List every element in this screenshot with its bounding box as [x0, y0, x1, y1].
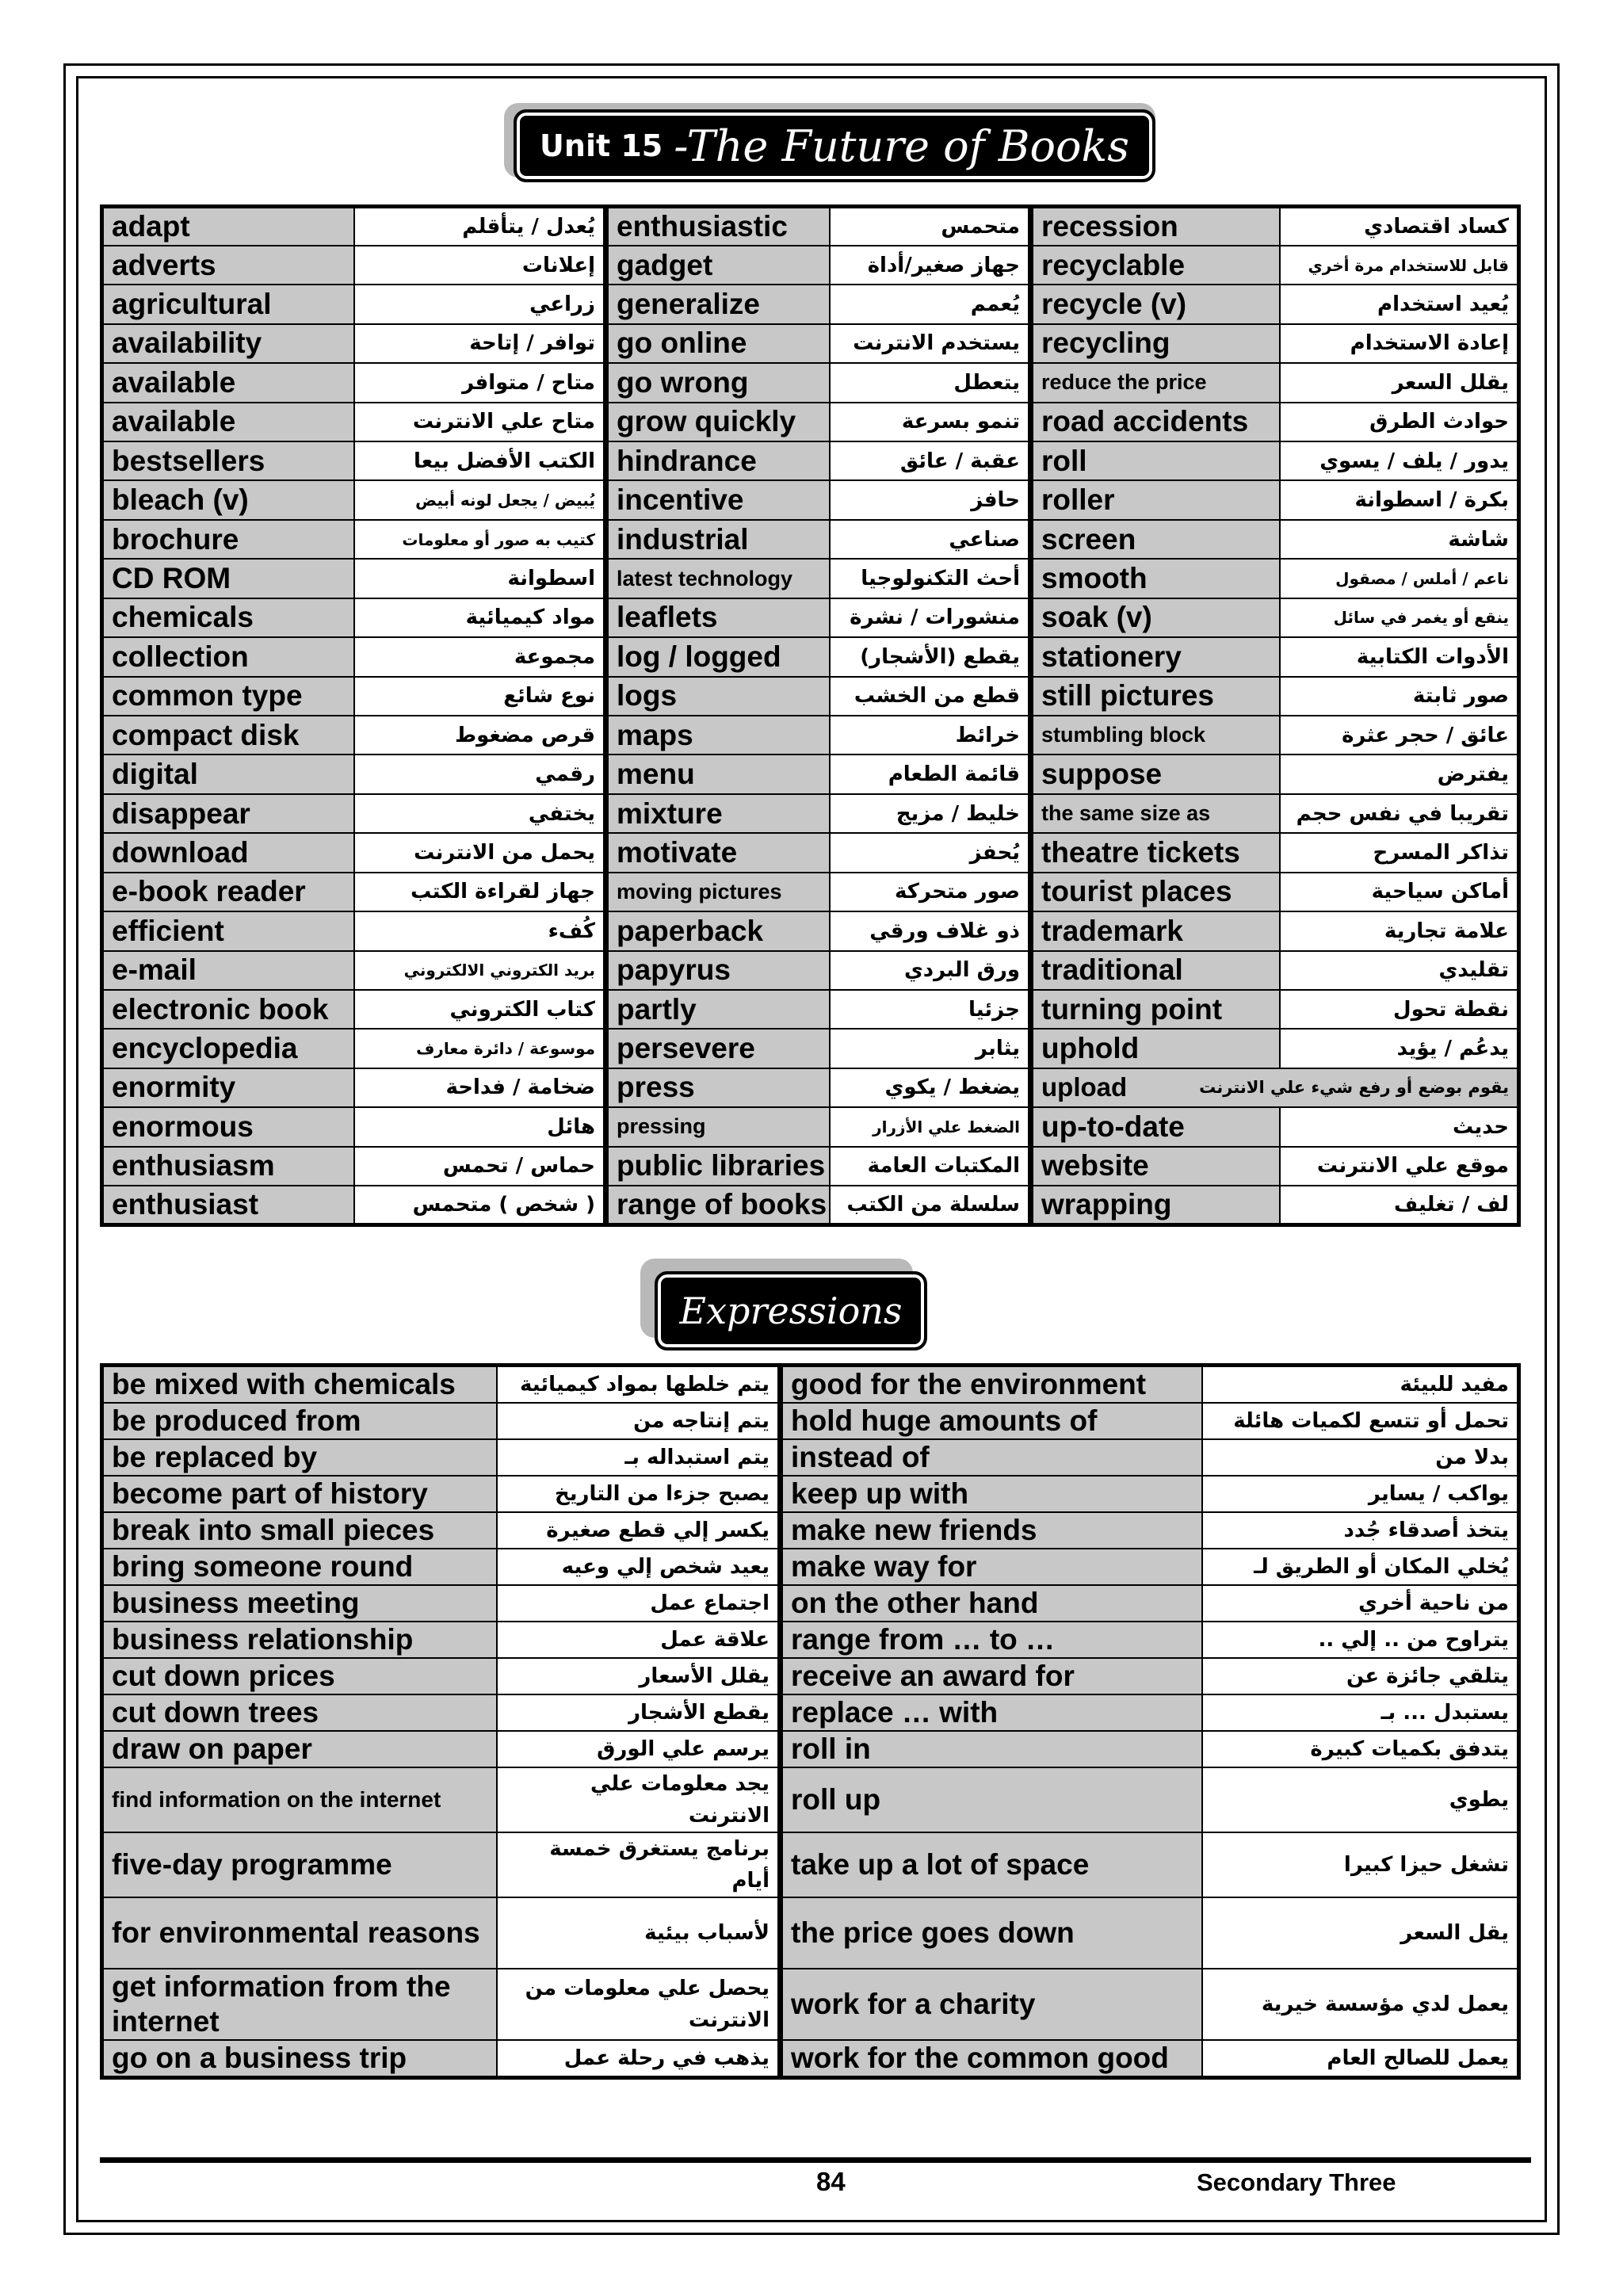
vocab-word: agricultural [102, 285, 354, 323]
vocab-translation: يحمل من الانترنت [354, 833, 606, 872]
vocab-translation: ضخامة / فداحة [354, 1068, 606, 1107]
expression-row [102, 1622, 1519, 1658]
vocab-word: still pictures [1031, 677, 1280, 716]
vocab-word: moving pictures [606, 873, 830, 911]
vocab-row [102, 324, 1519, 363]
expression-translation: يتخذ أصدقاء جُدد [1202, 1512, 1519, 1549]
vocab-translation: ذو غلاف ورقي [830, 911, 1031, 950]
vocab-translation: كُفء [354, 911, 606, 950]
vocab-word: compact disk [102, 716, 354, 755]
vocab-translation: الأدوات الكتابية [1280, 637, 1519, 676]
expression-row [102, 1512, 1519, 1549]
vocab-word: brochure [102, 520, 354, 559]
vocab-translation: زراعي [354, 285, 606, 323]
vocab-row [102, 951, 1519, 990]
vocab-row [102, 911, 1519, 950]
vocab-translation: يُعمم [830, 285, 1031, 323]
unit-title: -The Future of Books [674, 120, 1129, 171]
vocab-translation: يتعطل [830, 363, 1031, 402]
unit-title-banner [514, 109, 1155, 182]
vocab-translation: نقطة تحول [1280, 990, 1519, 1029]
expression-translation: يواكب / يساير [1202, 1476, 1519, 1512]
vocab-row [102, 637, 1519, 676]
vocab-translation: صور ثابتة [1280, 677, 1519, 716]
vocab-word: traditional [1031, 951, 1280, 990]
vocab-word: recycling [1031, 324, 1280, 363]
vocab-word: theatre tickets [1031, 833, 1280, 872]
vocab-word: disappear [102, 794, 354, 833]
expression-phrase: make new friends [781, 1512, 1202, 1549]
vocab-translation: كساد اقتصادي [1280, 207, 1519, 246]
expression-row [102, 1969, 1519, 2040]
vocab-word: upload [1041, 1072, 1128, 1102]
vocab-translation: حافز [830, 480, 1031, 519]
vocab-translation: هائل [354, 1107, 606, 1146]
expression-translation: من ناحية أخري [1202, 1585, 1519, 1622]
expression-phrase: business meeting [102, 1585, 497, 1622]
expression-translation: مفيد للبيئة [1202, 1366, 1519, 1404]
page-number: 84 [816, 2167, 846, 2196]
vocab-word: soak (v) [1031, 598, 1280, 637]
vocab-row [102, 363, 1519, 402]
expression-translation: يستبدل ... بـ [1202, 1694, 1519, 1731]
vocabulary-table [100, 204, 1521, 1227]
vocab-word: motivate [606, 833, 830, 872]
vocab-word: latest technology [606, 559, 830, 598]
vocab-word: screen [1031, 520, 1280, 559]
expression-row [102, 1585, 1519, 1622]
vocab-row [102, 1107, 1519, 1146]
vocab-row [102, 873, 1519, 911]
vocab-word: public libraries [606, 1147, 830, 1186]
vocab-translation: يدور / يلف / يسوي [1280, 441, 1519, 480]
expression-translation: يتدفق بكميات كبيرة [1202, 1731, 1519, 1767]
vocab-word: CD ROM [102, 559, 354, 598]
vocab-word: range of books [606, 1186, 830, 1224]
expression-phrase: hold huge amounts of [781, 1403, 1202, 1439]
vocab-word: suppose [1031, 755, 1280, 793]
vocab-word: wrapping [1031, 1186, 1280, 1224]
vocab-row [102, 833, 1519, 872]
vocab-translation: تنمو بسرعة [830, 403, 1031, 441]
vocab-word: electronic book [102, 990, 354, 1029]
expression-row [102, 1694, 1519, 1731]
vocab-word: adverts [102, 246, 354, 285]
expression-translation: بدلا من [1202, 1439, 1519, 1476]
vocab-word: available [102, 363, 354, 402]
vocab-translation: قائمة الطعام [830, 755, 1031, 793]
expression-translation: يتم خلطها بمواد كيميائية [497, 1366, 781, 1404]
expression-translation: يجد معلومات علي الانترنت [497, 1767, 781, 1832]
vocab-translation: عائق / حجر عثرة [1280, 716, 1519, 755]
vocab-translation: ينقع أو يغمر في سائل [1280, 598, 1519, 637]
vocab-word: maps [606, 716, 830, 755]
expression-translation: علاقة عمل [497, 1622, 781, 1658]
vocab-translation: صناعي [830, 520, 1031, 559]
vocab-row [102, 794, 1519, 833]
vocab-word: gadget [606, 246, 830, 285]
vocab-merged-cell [1031, 1068, 1519, 1107]
vocab-translation: متاح / متوافر [354, 363, 606, 402]
vocab-word: recyclable [1031, 246, 1280, 285]
expression-translation: تحمل أو تتسع لكميات هائلة [1202, 1403, 1519, 1439]
expression-phrase: bring someone round [102, 1549, 497, 1585]
vocab-row [102, 559, 1519, 598]
vocab-row [102, 1186, 1519, 1224]
expression-phrase: for environmental reasons [102, 1897, 497, 1969]
vocab-row [102, 677, 1519, 716]
vocab-word: generalize [606, 285, 830, 323]
vocab-row [102, 716, 1519, 755]
vocab-word: turning point [1031, 990, 1280, 1029]
expression-row [102, 1549, 1519, 1585]
expression-phrase: make way for [781, 1549, 1202, 1585]
vocab-word: incentive [606, 480, 830, 519]
vocab-translation: يُحفز [830, 833, 1031, 872]
vocab-word: up-to-date [1031, 1107, 1280, 1146]
vocab-word: leaflets [606, 598, 830, 637]
vocab-translation: تقليدي [1280, 951, 1519, 990]
expressions-table [100, 1363, 1521, 2080]
vocab-word: e-book reader [102, 873, 354, 911]
vocab-translation: جهاز صغير/أداة [830, 246, 1031, 285]
expression-phrase: become part of history [102, 1476, 497, 1512]
vocab-row [102, 598, 1519, 637]
vocab-word: enormity [102, 1068, 354, 1107]
expression-translation: يقل السعر [1202, 1897, 1519, 1969]
vocab-word: available [102, 403, 354, 441]
vocab-translation: كتيب به صور أو معلومات [354, 520, 606, 559]
vocab-translation: موقع علي الانترنت [1280, 1147, 1519, 1186]
vocab-word: recycle (v) [1031, 285, 1280, 323]
footer-rule [100, 2157, 1531, 2163]
expression-row [102, 1658, 1519, 1694]
vocab-translation: أحث التكنولوجيا [830, 559, 1031, 598]
vocab-translation: حماس / تحمس [354, 1147, 606, 1186]
vocab-word: road accidents [1031, 403, 1280, 441]
vocab-word: go online [606, 324, 830, 363]
expression-translation: يحصل علي معلومات من الانترنت [497, 1969, 781, 2040]
vocab-translation: موسوعة / دائرة معارف [354, 1029, 606, 1068]
vocab-translation: يقطع (الأشجار) [830, 637, 1031, 676]
expression-row [102, 1476, 1519, 1512]
vocab-translation: مجموعة [354, 637, 606, 676]
expression-phrase: range from … to … [781, 1622, 1202, 1658]
vocab-translation: قطع من الخشب [830, 677, 1031, 716]
vocab-translation: يُبيض / يجعل لونه أبيض [354, 480, 606, 519]
expression-translation: اجتماع عمل [497, 1585, 781, 1622]
vocab-row [102, 755, 1519, 793]
vocab-translation: تذاكر المسرح [1280, 833, 1519, 872]
unit-label: Unit 15 [540, 128, 663, 163]
vocab-translation: يقلل السعر [1280, 363, 1519, 402]
expression-phrase: receive an award for [781, 1658, 1202, 1694]
vocab-word: website [1031, 1147, 1280, 1186]
vocab-row [102, 207, 1519, 246]
expression-translation: يتم استبداله بـ [497, 1439, 781, 1476]
vocab-word: menu [606, 755, 830, 793]
vocab-translation: متاح علي الانترنت [354, 403, 606, 441]
vocab-translation: خليط / مزيج [830, 794, 1031, 833]
vocab-word: press [606, 1068, 830, 1107]
expression-translation: يصبح جزءا من التاريخ [497, 1476, 781, 1512]
vocab-word: tourist places [1031, 873, 1280, 911]
vocab-word: enthusiasm [102, 1147, 354, 1186]
vocab-translation: اسطوانة [354, 559, 606, 598]
vocab-translation: يقوم بوضع أو رفع شيء علي الانترنت [1199, 1078, 1509, 1098]
vocab-translation: كتاب الكتروني [354, 990, 606, 1029]
vocab-word: logs [606, 677, 830, 716]
expression-phrase: roll in [781, 1731, 1202, 1767]
vocab-translation: أماكن سياحية [1280, 873, 1519, 911]
expression-translation: لأسباب بيئية [497, 1897, 781, 1969]
vocab-word: efficient [102, 911, 354, 950]
expression-phrase: replace … with [781, 1694, 1202, 1731]
vocab-translation: قرص مضغوط [354, 716, 606, 755]
vocab-translation: يستخدم الانترنت [830, 324, 1031, 363]
vocab-translation: يختفي [354, 794, 606, 833]
vocab-word: paperback [606, 911, 830, 950]
vocab-word: enormous [102, 1107, 354, 1146]
vocab-word: bleach (v) [102, 480, 354, 519]
vocab-word: recession [1031, 207, 1280, 246]
vocab-translation: إعلانات [354, 246, 606, 285]
vocab-row [102, 480, 1519, 519]
vocab-translation: ناعم / أملس / مصقول [1280, 559, 1519, 598]
vocab-word: common type [102, 677, 354, 716]
vocab-translation: لف / تغليف [1280, 1186, 1519, 1224]
expression-translation: يعمل للصالح العام [1202, 2040, 1519, 2078]
vocab-translation: حوادث الطرق [1280, 403, 1519, 441]
expression-translation: يذهب في رحلة عمل [497, 2040, 781, 2078]
vocab-word: mixture [606, 794, 830, 833]
vocab-translation: المكتبات العامة [830, 1147, 1031, 1186]
vocab-translation: شاشة [1280, 520, 1519, 559]
vocab-row [102, 1029, 1519, 1068]
expression-row [102, 1832, 1519, 1897]
expression-phrase: work for a charity [781, 1969, 1202, 2040]
vocab-word: industrial [606, 520, 830, 559]
expression-phrase: get information from the internet [102, 1969, 497, 2040]
vocab-row [102, 246, 1519, 285]
expression-phrase: cut down trees [102, 1694, 497, 1731]
vocab-row [102, 1147, 1519, 1186]
expression-row [102, 1731, 1519, 1767]
vocab-word: partly [606, 990, 830, 1029]
expression-translation: يكسر إلي قطع صغيرة [497, 1512, 781, 1549]
vocab-word: roller [1031, 480, 1280, 519]
vocab-translation: رقمي [354, 755, 606, 793]
expression-row [102, 1403, 1519, 1439]
expression-phrase: keep up with [781, 1476, 1202, 1512]
vocab-word: persevere [606, 1029, 830, 1068]
vocab-translation: يُعيد استخدام [1280, 285, 1519, 323]
vocab-word: stationery [1031, 637, 1280, 676]
expression-translation: يقطع الأشجار [497, 1694, 781, 1731]
expression-translation: يعيد شخص إلي وعيه [497, 1549, 781, 1585]
expression-phrase: cut down prices [102, 1658, 497, 1694]
vocab-word: trademark [1031, 911, 1280, 950]
footer-label: Secondary Three [1197, 2168, 1396, 2196]
vocab-translation: بريد الكتروني الالكتروني [354, 951, 606, 990]
expression-translation: يتم إنتاجه من [497, 1403, 781, 1439]
vocab-word: smooth [1031, 559, 1280, 598]
vocab-word: hindrance [606, 441, 830, 480]
vocab-translation: ورق البردي [830, 951, 1031, 990]
vocab-translation: يضغط / يكوي [830, 1068, 1031, 1107]
expression-translation: يطوي [1202, 1767, 1519, 1832]
expression-translation: يعمل لدي مؤسسة خيرية [1202, 1969, 1519, 2040]
vocab-translation: يُعدل / يتأقلم [354, 207, 606, 246]
vocab-translation: متحمس [830, 207, 1031, 246]
vocab-word: availability [102, 324, 354, 363]
vocab-translation: الكتب الأفضل بيعا [354, 441, 606, 480]
expression-row [102, 1439, 1519, 1476]
expression-translation: تشغل حيزا كبيرا [1202, 1832, 1519, 1897]
vocab-row [102, 1068, 1519, 1107]
vocab-translation: عقبة / عائق [830, 441, 1031, 480]
vocab-translation: الضغط علي الأزرار [830, 1107, 1031, 1146]
vocab-word: bestsellers [102, 441, 354, 480]
expression-phrase: good for the environment [781, 1366, 1202, 1404]
vocab-row [102, 403, 1519, 441]
vocab-word: collection [102, 637, 354, 676]
vocab-translation: نوع شائع [354, 677, 606, 716]
expression-translation: يقلل الأسعار [497, 1658, 781, 1694]
vocab-word: pressing [606, 1107, 830, 1146]
expression-phrase: be replaced by [102, 1439, 497, 1476]
expression-row [102, 1366, 1519, 1404]
vocab-word: roll [1031, 441, 1280, 480]
vocab-word: stumbling block [1031, 716, 1280, 755]
vocab-translation: جهاز لقراءة الكتب [354, 873, 606, 911]
vocab-word: reduce the price [1031, 363, 1280, 402]
expression-phrase: break into small pieces [102, 1512, 497, 1549]
vocab-translation: يفترض [1280, 755, 1519, 793]
vocab-translation: سلسلة من الكتب [830, 1186, 1031, 1224]
vocab-translation: خرائط [830, 716, 1031, 755]
expression-phrase: draw on paper [102, 1731, 497, 1767]
expressions-title: Expressions [655, 1271, 927, 1350]
expression-row [102, 2040, 1519, 2078]
vocab-translation: حديث [1280, 1107, 1519, 1146]
vocab-word: download [102, 833, 354, 872]
vocab-translation: توافر / إتاحة [354, 324, 606, 363]
expression-phrase: instead of [781, 1439, 1202, 1476]
vocab-word: papyrus [606, 951, 830, 990]
vocab-translation: بكرة / اسطوانة [1280, 480, 1519, 519]
expression-translation: يتلقي جائزة عن [1202, 1658, 1519, 1694]
expression-translation: برنامج يستغرق خمسة أيام [497, 1832, 781, 1897]
vocab-translation: يثابر [830, 1029, 1031, 1068]
expression-phrase: the price goes down [781, 1897, 1202, 1969]
expression-phrase: roll up [781, 1767, 1202, 1832]
vocab-translation: إعادة الاستخدام [1280, 324, 1519, 363]
vocab-translation: تقريبا في نفس حجم [1280, 794, 1519, 833]
vocab-row [102, 990, 1519, 1029]
expression-translation: يتراوح من .. إلي .. [1202, 1622, 1519, 1658]
vocab-translation: منشورات / نشرة [830, 598, 1031, 637]
vocab-word: e-mail [102, 951, 354, 990]
expression-phrase: work for the common good [781, 2040, 1202, 2078]
vocab-row [102, 285, 1519, 323]
expression-phrase: five-day programme [102, 1832, 497, 1897]
expression-phrase: go on a business trip [102, 2040, 497, 2078]
vocab-word: enthusiastic [606, 207, 830, 246]
expression-phrase: find information on the internet [102, 1767, 497, 1832]
vocab-translation: ( شخص ) متحمس [354, 1186, 606, 1224]
expression-row [102, 1767, 1519, 1832]
vocab-word: encyclopedia [102, 1029, 354, 1068]
expression-phrase: on the other hand [781, 1585, 1202, 1622]
vocab-word: chemicals [102, 598, 354, 637]
vocab-word: the same size as [1031, 794, 1280, 833]
vocab-translation: يدعُم / يؤيد [1280, 1029, 1519, 1068]
vocab-translation: قابل للاستخدام مرة أخري [1280, 246, 1519, 285]
vocab-word: digital [102, 755, 354, 793]
expression-translation: يرسم علي الورق [497, 1731, 781, 1767]
expression-phrase: business relationship [102, 1622, 497, 1658]
vocab-word: log / logged [606, 637, 830, 676]
vocab-row [102, 520, 1519, 559]
vocab-word: adapt [102, 207, 354, 246]
expression-phrase: be produced from [102, 1403, 497, 1439]
expression-translation: يُخلي المكان أو الطريق لـ [1202, 1549, 1519, 1585]
vocab-row [102, 441, 1519, 480]
expression-row [102, 1897, 1519, 1969]
expression-phrase: take up a lot of space [781, 1832, 1202, 1897]
vocab-word: go wrong [606, 363, 830, 402]
vocab-translation: صور متحركة [830, 873, 1031, 911]
vocab-translation: جزئيا [830, 990, 1031, 1029]
vocab-word: enthusiast [102, 1186, 354, 1224]
vocab-word: uphold [1031, 1029, 1280, 1068]
vocab-word: grow quickly [606, 403, 830, 441]
vocab-translation: مواد كيميائية [354, 598, 606, 637]
expression-phrase: be mixed with chemicals [102, 1366, 497, 1404]
vocab-translation: علامة تجارية [1280, 911, 1519, 950]
